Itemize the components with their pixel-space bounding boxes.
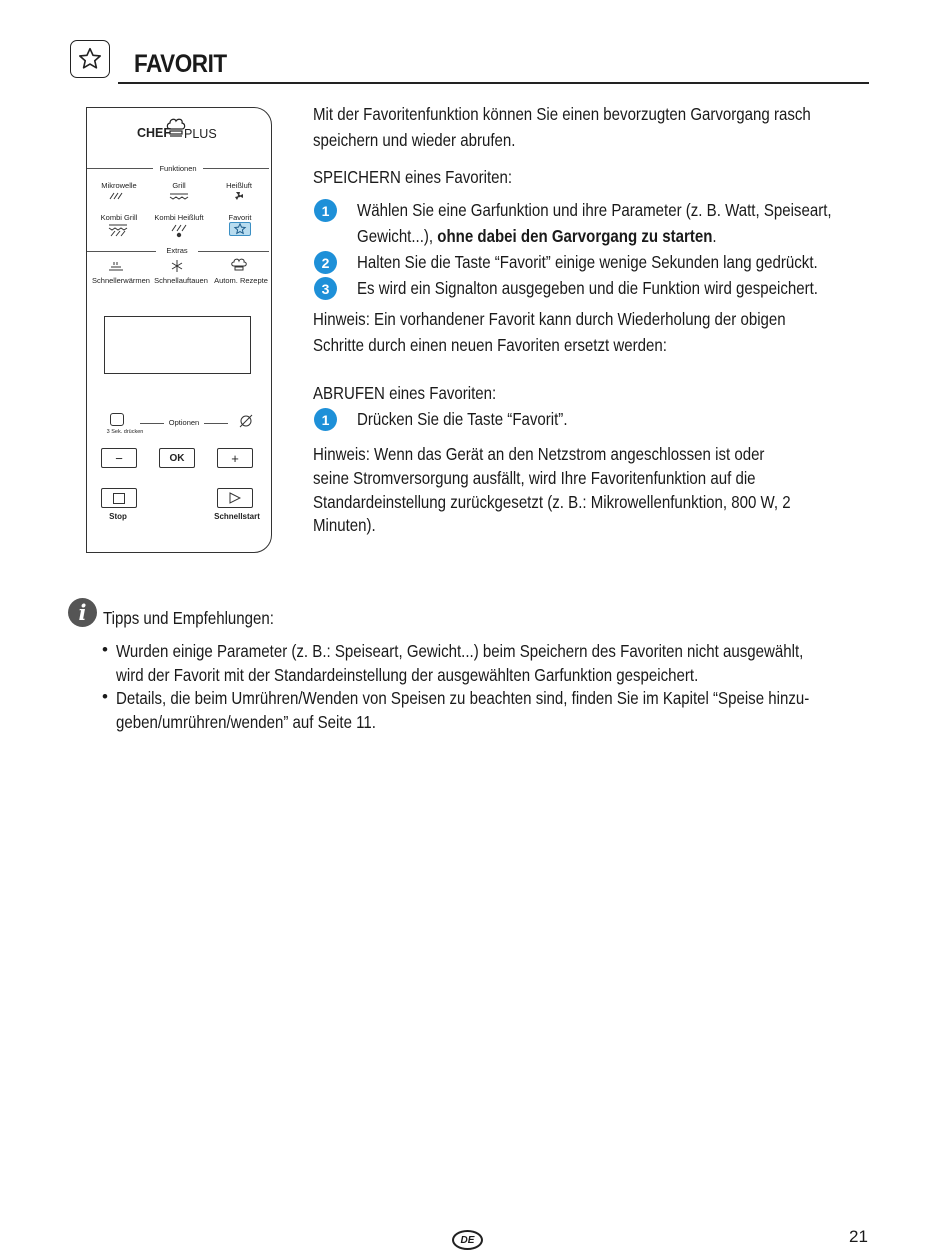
microwave-icon [108, 191, 128, 201]
note-2-line-3: Standardeinstellung zurückgesetzt (z. B.: Mikrowellenfunktion, 800 W, 2 [313, 492, 791, 512]
step-1-bold: ohne dabei den Garvorgang zu starten [437, 226, 713, 246]
section-functions-label: Funktionen [159, 164, 197, 173]
plus-button: + [217, 448, 253, 468]
no-sound-icon [238, 413, 254, 429]
combi-hot-air-icon [169, 223, 189, 239]
quick-start-label: Schnellstart [214, 512, 260, 521]
step-number-1: 1 [314, 199, 337, 222]
divider [198, 251, 269, 252]
star-icon [233, 223, 247, 235]
function-favorite-label: Favorit [228, 213, 252, 222]
grill-icon [169, 192, 189, 200]
tips-heading: Tipps und Empfehlungen: [103, 608, 274, 628]
function-combi-grill-label: Kombi Grill [100, 213, 138, 222]
tip-1-line-1: Wurden einige Parameter (z. B.: Speiseart, Gewicht...) beim Speichern des Favoriten nicht ausgewählt, [116, 641, 804, 661]
divider [203, 168, 269, 169]
quick-heat-icon [108, 260, 124, 272]
options-label: Optionen [168, 418, 200, 427]
note-2-line-1: Hinweis: Wenn das Gerät an den Netzstrom angeschlossen ist oder [313, 444, 765, 464]
page-title: FAVORIT [134, 50, 227, 78]
page-number: 21 [849, 1227, 868, 1246]
favorite-button-highlight [229, 222, 251, 236]
bullet-1: • [102, 640, 108, 659]
step-number-2: 2 [314, 251, 337, 274]
step-1-end: . [712, 226, 717, 246]
fan-icon [233, 190, 245, 202]
defrost-icon [170, 259, 184, 273]
stop-label: Stop [109, 512, 127, 521]
auto-recipes-icon [230, 257, 248, 273]
section-extras-label: Extras [166, 246, 188, 255]
tip-2-line-1: Details, die beim Umrühren/Wenden von Speisen zu beachten sind, finden Sie im Kapitel “Speise hinzu- [116, 688, 810, 708]
note-2-line-2: seine Stromversorgung ausfällt, wird Ihre Favoritenfunktion auf die [313, 468, 756, 488]
divider [87, 251, 156, 252]
hold-button-icon [110, 413, 124, 426]
extra-quick-heat-label: Schnellerwärmen [92, 276, 150, 285]
step-3: Es wird ein Signalton ausgegeben und die Funktion wird gespeichert. [357, 278, 819, 298]
brand-plus: PLUS [184, 127, 217, 141]
divider [204, 423, 228, 424]
hold-hint-label: 3 Sek. drücken [106, 429, 144, 435]
bullet-2: • [102, 687, 108, 706]
stop-icon [113, 493, 125, 504]
recall-step-number-1: 1 [314, 408, 337, 431]
play-icon [229, 492, 241, 504]
function-combi-hot-air-label: Kombi Heißluft [154, 213, 204, 222]
tip-2-line-2: geben/umrühren/wenden” auf Seite 11. [116, 712, 376, 732]
function-hot-air-label: Heißluft [226, 181, 252, 190]
step-2: Halten Sie die Taste “Favorit” einige wenige Sekunden lang gedrückt. [357, 252, 818, 272]
step-1-line-2 [357, 223, 717, 249]
ok-button: OK [159, 448, 195, 468]
intro-line-1: Mit der Favoritenfunktion können Sie einen bevorzugten Garvorgang rasch [313, 104, 811, 124]
function-grill-label: Grill [172, 181, 186, 190]
stop-button [101, 488, 137, 508]
language-badge: DE [452, 1230, 483, 1250]
function-microwave-label: Mikrowelle [101, 181, 137, 190]
step-1-line-1: Wählen Sie eine Garfunktion und ihre Parameter (z. B. Watt, Speiseart, [357, 200, 832, 220]
recall-step-1: Drücken Sie die Taste “Favorit”. [357, 409, 568, 429]
save-heading: SPEICHERN eines Favoriten: [313, 167, 513, 187]
extra-auto-recipes-label: Autom. Rezepte [214, 276, 268, 285]
step-1-plain: Gewicht...), [357, 226, 438, 246]
header-rule [118, 82, 869, 84]
combi-grill-icon [108, 223, 128, 237]
divider [87, 168, 153, 169]
note-2-line-4: Minuten). [313, 515, 376, 535]
divider [140, 423, 164, 424]
extra-quick-defrost-label: Schnellauftauen [154, 276, 208, 285]
favorite-star-icon [70, 40, 110, 78]
tip-1-line-2: wird der Favorit mit der Standardeinstellung der ausgewählten Garfunktion gespeichert. [116, 665, 699, 685]
brand-chef: CHEF [137, 126, 172, 140]
minus-button: − [101, 448, 137, 468]
step-number-3: 3 [314, 277, 337, 300]
intro-line-2: speichern und wieder abrufen. [313, 130, 516, 150]
display-screen [104, 316, 251, 374]
recall-heading: ABRUFEN eines Favoriten: [313, 383, 497, 403]
info-icon: i [68, 598, 97, 627]
quick-start-button [217, 488, 253, 508]
note-1-line-2: Schritte durch einen neuen Favoriten ersetzt werden: [313, 335, 667, 355]
note-1-line-1: Hinweis: Ein vorhandener Favorit kann durch Wiederholung der obigen [313, 309, 786, 329]
